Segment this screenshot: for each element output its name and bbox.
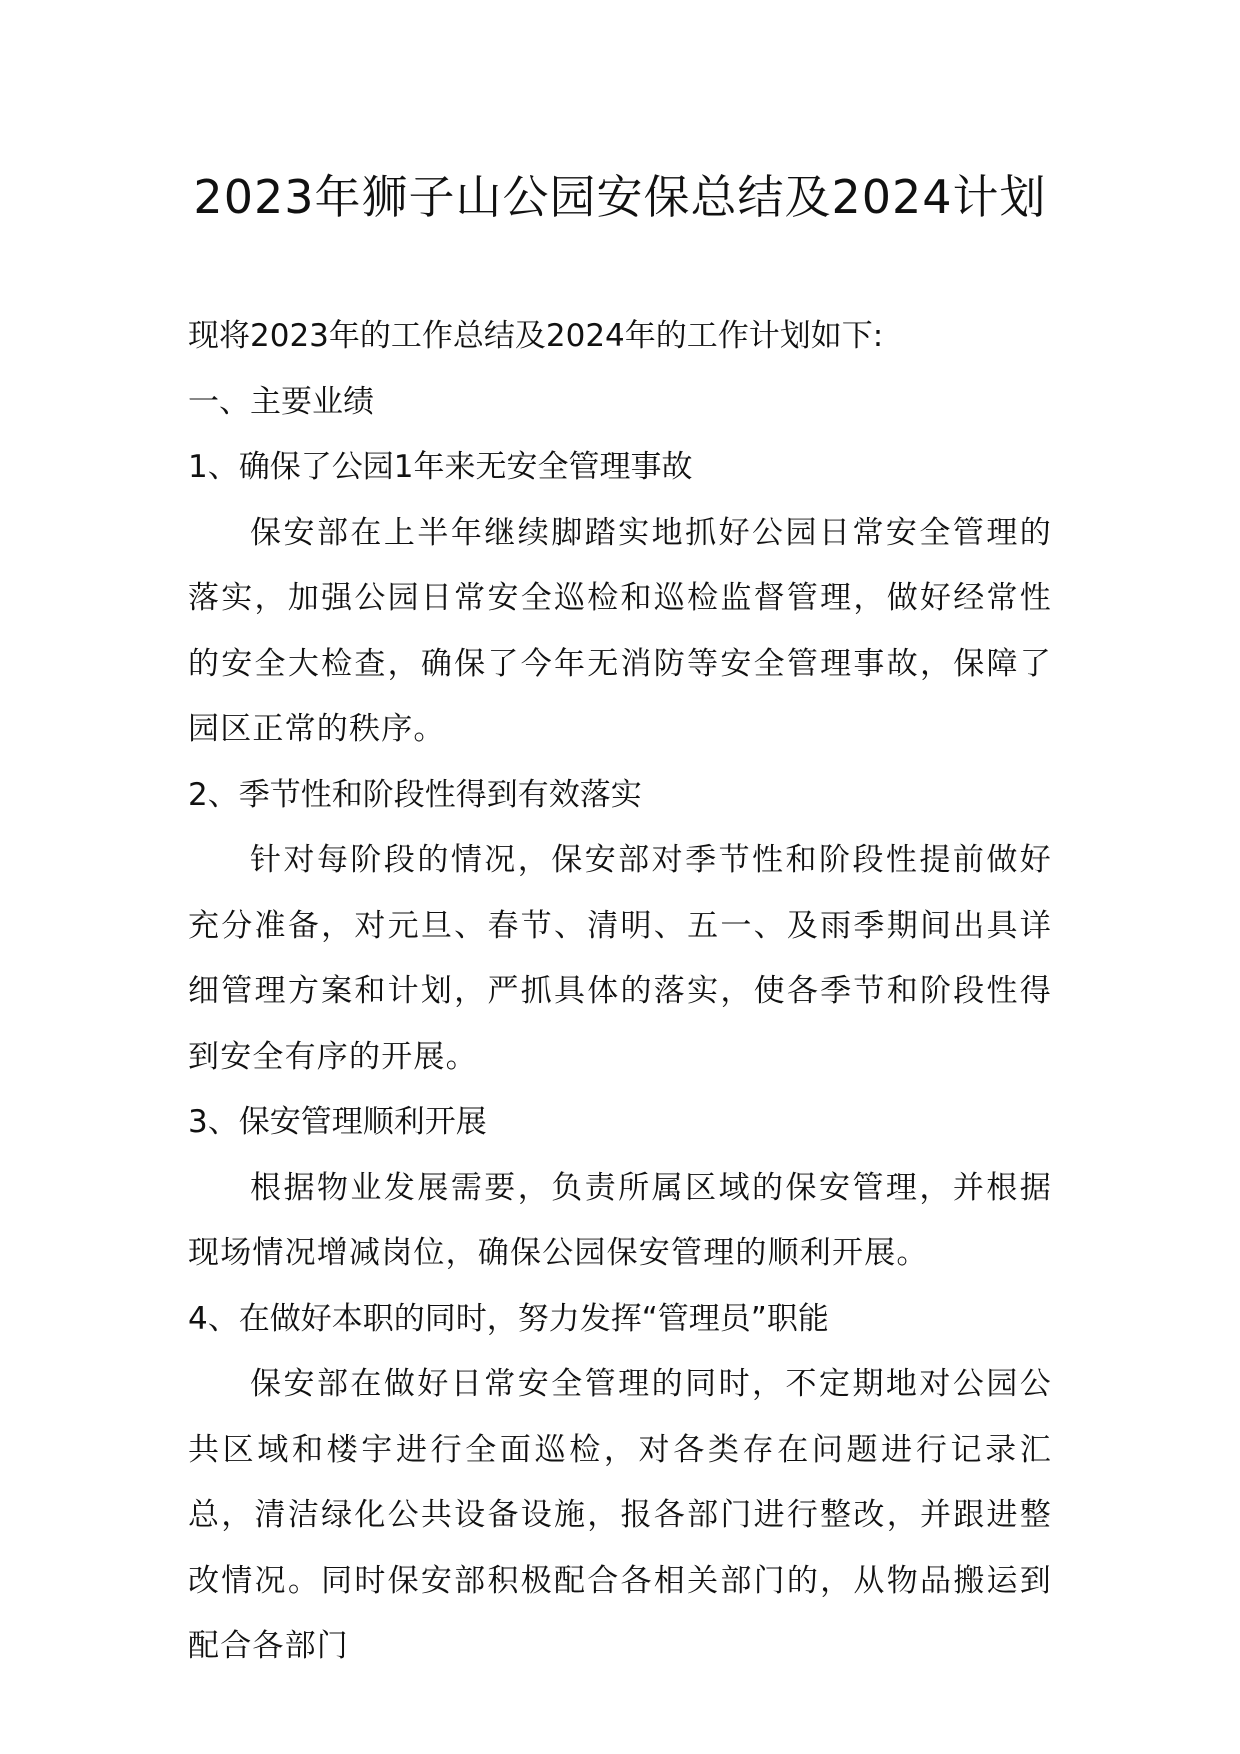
item-body-2: 针对每阶段的情况，保安部对季节性和阶段性提前做好充分准备，对元旦、春节、清明、五一、及雨季期间出具详细管理方案和计划，严抓具体的落实，使各季节和阶段性得到安全有序的开展。 bbox=[188, 842, 1052, 1075]
item-body-3: 根据物业发展需要，负责所属区域的保安管理，并根据现场情况增减岗位，确保公园保安管理的顺利开展。 bbox=[188, 1169, 1052, 1271]
item-body-4: 保安部在做好日常安全管理的同时，不定期地对公园公共区域和楼宇进行全面巡检，对各类存在问题进行记录汇总，清洁绿化公共设备设施，报各部门进行整改，并跟进整改情况。同时保安部积极配合各相关部门的，从物品搬运到配合各部门 bbox=[188, 1366, 1052, 1664]
item-body-1: 保安部在上半年继续脚踏实地抓好公园日常安全管理的落实，加强公园日常安全巡检和巡检监督管理，做好经常性的安全大检查，确保了今年无消防等安全管理事故，保障了园区正常的秩序。 bbox=[188, 514, 1052, 747]
document-body bbox=[188, 304, 1052, 1680]
intro-line: 现将2023年的工作总结及2024年的工作计划如下: bbox=[188, 318, 884, 354]
item-heading-3: 3、保安管理顺利开展 bbox=[188, 1104, 487, 1140]
item-heading-2: 2、季节性和阶段性得到有效落实 bbox=[188, 776, 642, 813]
section-heading: 一、主要业绩 bbox=[188, 383, 374, 420]
document-title: 2023年狮子山公园安保总结及2024计划 bbox=[193, 170, 1047, 224]
item-heading-4: 4、在做好本职的同时，努力发挥“管理员”职能 bbox=[188, 1300, 829, 1337]
item-heading-1: 1、确保了公园1年来无安全管理事故 bbox=[188, 449, 693, 485]
